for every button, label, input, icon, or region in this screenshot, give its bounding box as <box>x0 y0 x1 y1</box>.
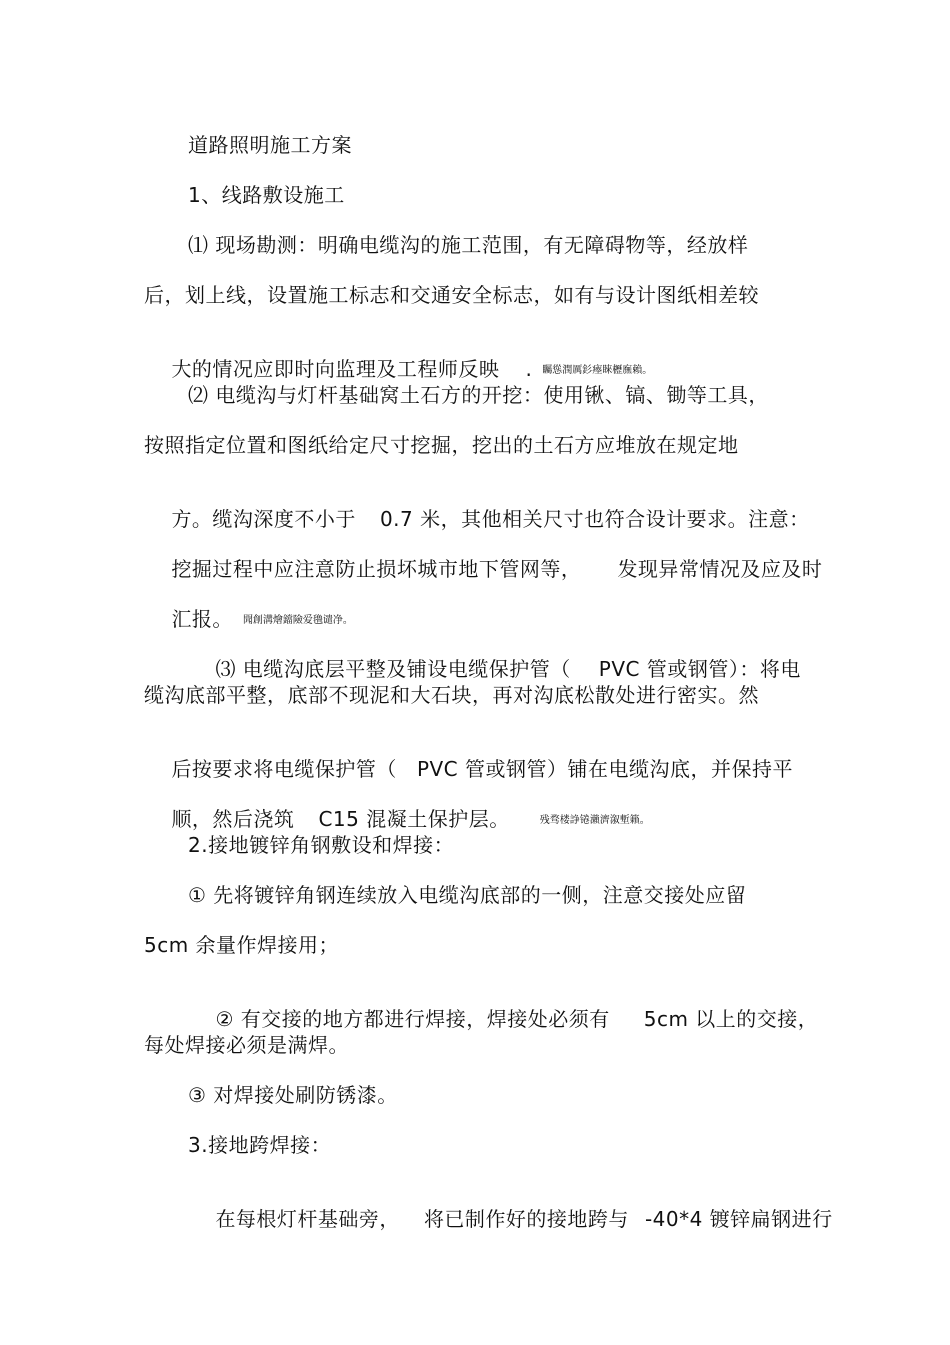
p3-line-2: 缆沟底部平整，底部不现泥和大石块，再对沟底松散处进行密实。然 <box>144 683 759 707</box>
p1-line-2: 后，划上线，设置施工标志和交通安全标志，如有与设计图纸相差较 <box>144 283 759 307</box>
section-1-heading: 1、线路敷设施工 <box>188 183 345 207</box>
p3-watermark-note: 残骛楼諍锩瀨濟溆塹籟。 <box>539 814 650 826</box>
p3-line-3a: 后按要求将电缆保护管（ <box>171 757 397 781</box>
s2-item-1-line-1: ① 先将镀锌角钢连续放入电缆沟底部的一侧，注意交接处应留 <box>188 883 747 907</box>
p1-line-3-text: 大的情况应即时向监理及工程师反映 <box>171 357 500 381</box>
p3-line-1a: ⑶ 电缆沟底层平整及铺设电缆保护管（ <box>215 657 571 681</box>
p1-line-3-dot: . <box>525 357 533 381</box>
s2-item-2-line-1b: 5cm 以上的交接， <box>643 1007 819 1031</box>
s3-line-1 <box>188 1183 833 1255</box>
section-2-heading: 2.接地镀锌角钢敷设和焊接： <box>188 833 455 857</box>
s2-item-2-line-1a: ② 有交接的地方都进行焊接，焊接处必须有 <box>215 1007 610 1031</box>
document-title: 道路照明施工方案 <box>188 133 352 157</box>
p2-line-1: ⑵ 电缆沟与灯杆基础窝土石方的开挖：使用锹、镐、锄等工具， <box>188 383 769 407</box>
p2-watermark-note: 聞創溝燴鐺險爱氇谴净。 <box>242 614 353 626</box>
s3-line-1a: 在每根灯杆基础旁， <box>215 1207 400 1231</box>
p1-line-1: ⑴ 现场勘测：明确电缆沟的施工范围，有无障碍物等，经放样 <box>188 233 749 257</box>
p3-line-4a: 顺，然后浇筑 <box>171 807 295 831</box>
s3-line-1b: 将已制作好的接地跨与 <box>423 1207 629 1231</box>
p2-line-5-text: 汇报。 <box>171 607 233 631</box>
p2-line-2: 按照指定位置和图纸给定尺寸挖掘，挖出的土石方应堆放在规定地 <box>144 433 739 457</box>
p2-line-4b: 发现异常情况及应及时 <box>617 557 823 581</box>
p2-line-4a: 挖掘过程中应注意防止损坏城市地下管网等， <box>171 557 582 581</box>
p2-line-3a: 方。缆沟深度不小于 <box>171 507 356 531</box>
s2-item-2-line-2: 每处焊接必须是满焊。 <box>144 1033 349 1057</box>
p3-line-4b: C15 混凝土保护层。 <box>318 807 510 831</box>
p3-line-3b: PVC 管或钢管）铺在电缆沟底，并保持平 <box>416 757 794 781</box>
s3-line-1c: -40*4 镀锌扁钢进行 <box>644 1207 833 1231</box>
p3-line-1b: PVC 管或钢管）：将电 <box>598 657 801 681</box>
section-3-heading: 3.接地跨焊接： <box>188 1133 332 1157</box>
s2-item-1-line-2: 5cm 余量作焊接用； <box>144 933 340 957</box>
p2-line-3b: 0.7 米，其他相关尺寸也符合设计要求。注意： <box>379 507 810 531</box>
p1-watermark-note: 矚慫潤厲釤瘞睞櫪廡賴。 <box>542 364 653 376</box>
s2-item-3: ③ 对焊接处刷防锈漆。 <box>188 1083 398 1107</box>
